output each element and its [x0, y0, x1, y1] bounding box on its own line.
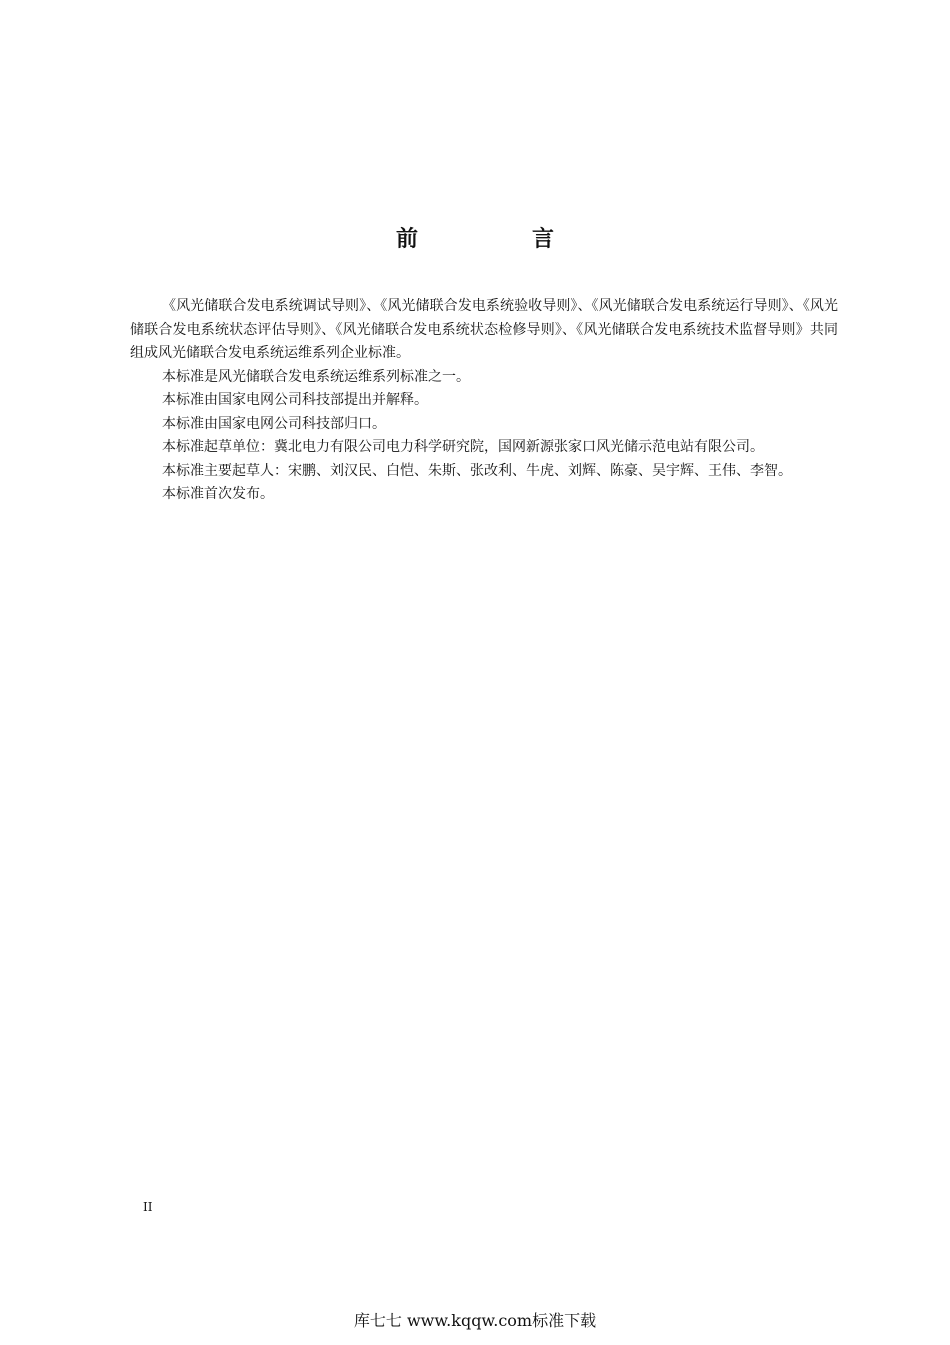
paragraph-first-release: 本标准首次发布。 — [162, 486, 274, 502]
paragraph-proposed-by: 本标准由国家电网公司科技部提出并解释。 — [162, 392, 428, 408]
paragraph-centralized-by: 本标准由国家电网公司科技部归口。 — [162, 415, 386, 432]
footer-watermark: 库七七 www.kqqw.com标准下载 — [353, 1311, 597, 1330]
paragraph-standards-list: 《风光储联合发电系统调试导则》、《风光储联合发电系统验收导则》、《风光储联合发电系统运行导则》、《风光储联合发电系统状态评估导则》、《风光储联合发电系统状态检修导则》、《风光储联合发电系统技术监督导则》共同组成风光储联合发电系统运维系列企业标准。 — [130, 298, 838, 361]
paragraph-drafters: 本标准主要起草人：宋鹏、刘汉民、白恺、朱斯、张改利、牛虎、刘辉、陈豪、吴宇辉、王伟、李智。 — [162, 462, 792, 479]
body-text — [130, 295, 838, 507]
paragraph-drafting-units: 本标准起草单位：冀北电力有限公司电力科学研究院，国网新源张家口风光储示范电站有限公司。 — [162, 439, 764, 455]
page-number: II — [143, 1200, 153, 1214]
page-title: 前 言 — [395, 226, 600, 252]
paragraph-series: 本标准是风光储联合发电系统运维系列标准之一。 — [162, 368, 470, 385]
